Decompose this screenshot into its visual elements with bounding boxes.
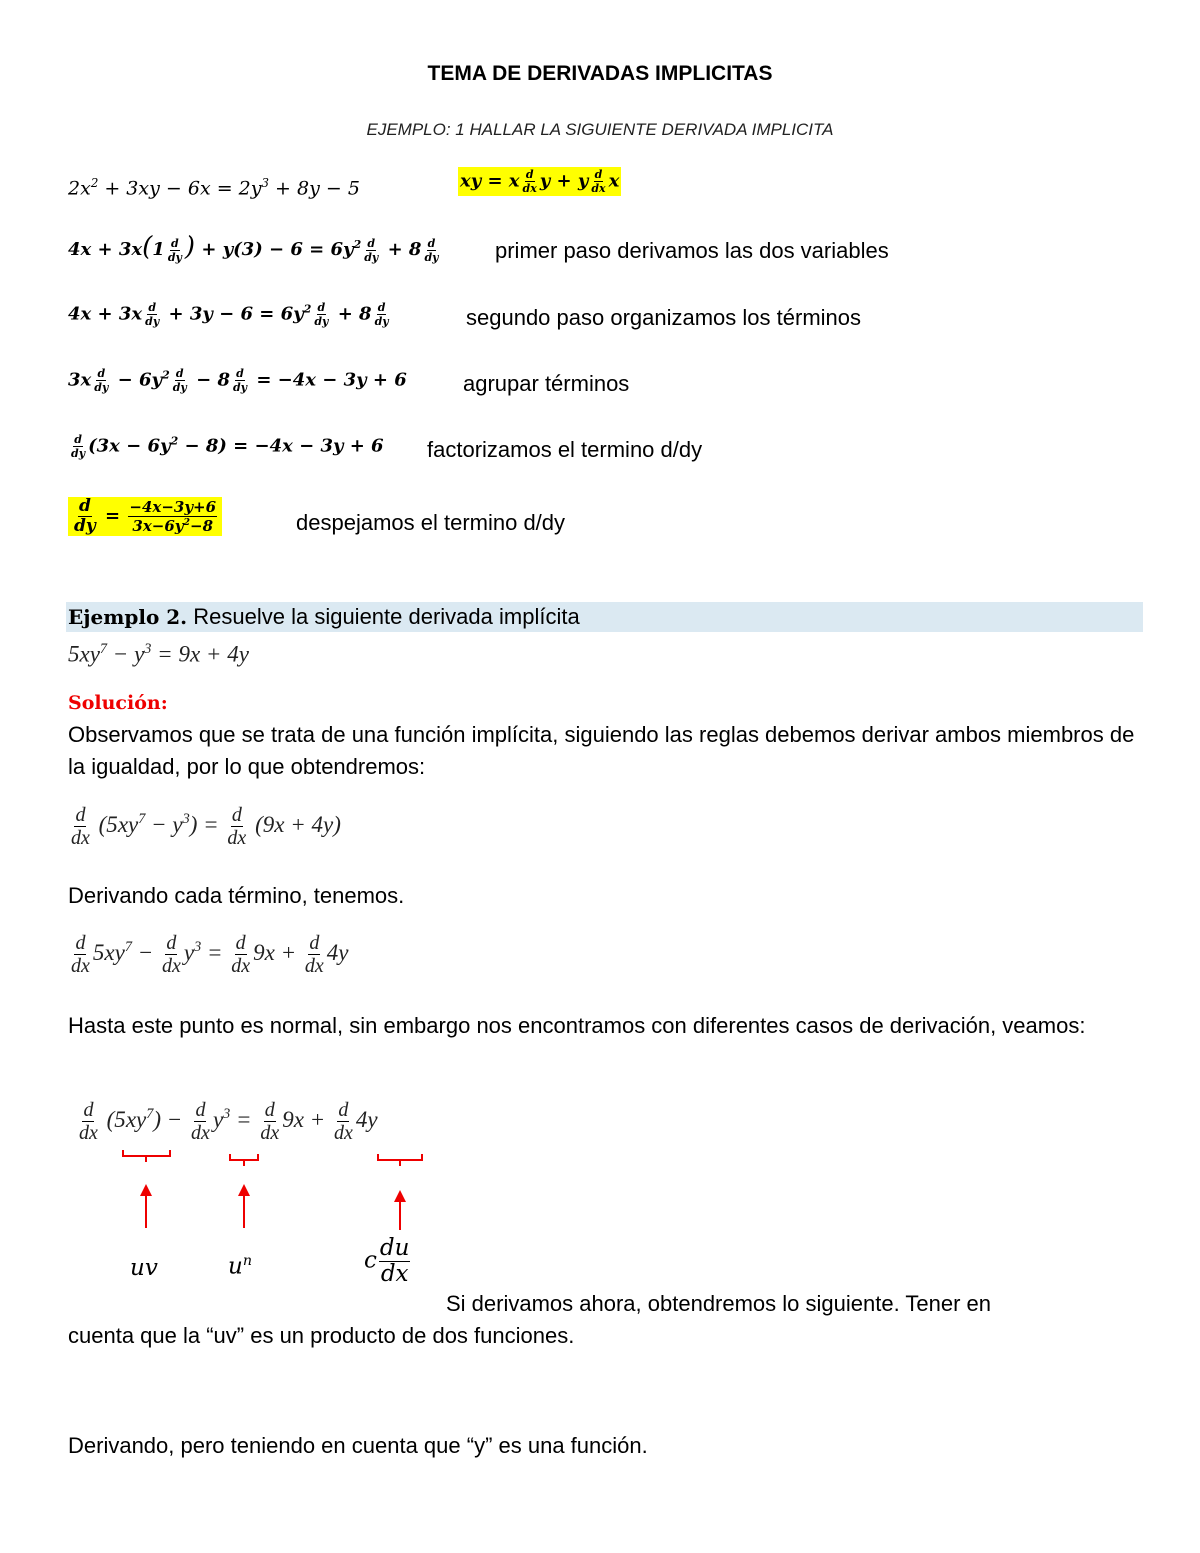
label-uv: uv	[130, 1255, 158, 1281]
page-title: TEMA DE DERIVADAS IMPLICITAS	[427, 62, 773, 85]
example-1-subtitle: EJEMPLO: 1 HALLAR LA SIGUIENTE DERIVADA IMPLICITA	[366, 120, 834, 139]
result-highlight: $\frac{d}{dy}$ = $\frac{-4x-3y+6}{3x-6y^2-8}$	[68, 497, 222, 536]
product-rule-highlight: xy = x $\frac{d}{dx}$ y + y $\frac{d}{dx}$ x	[460, 168, 620, 195]
step-2-label: segundo paso organizamos los términos	[466, 305, 862, 330]
brace-cdu	[378, 1154, 422, 1166]
label-c-du-dx	[364, 1237, 412, 1286]
example-2-equation: $5xy^7 - y^3 = 9x + 4y$	[68, 641, 249, 667]
step-5-label: despejamos el termino d/dy	[296, 510, 566, 535]
equation-5: $\frac{d}{dy}$ $(3x - 6y^2 - 8) = -4x - 3y + 6$	[71, 433, 384, 460]
solution-label: Solución:	[68, 692, 168, 714]
step-4-label: factorizamos el termino d/dy	[427, 437, 703, 462]
arrow-head-un	[238, 1184, 250, 1196]
paragraph-2: Derivando cada término, tenemos.	[68, 883, 405, 908]
paragraph-4b: cuenta que la “uv” es un producto de dos funciones.	[68, 1323, 575, 1348]
equation-4: 3x $\frac{d}{dy}$ − $6y^2$ $\frac{d}{dy}$ − 8 $\frac{d}{dy}$ = −4x − 3y + 6	[68, 367, 407, 394]
derivative-each-term: $\frac{d}{dx}$ $5xy^7$ − $\frac{d}{dx}$ $y^3$ = $\frac{d}{dx}$ 9x + $\frac{d}{dx}$ 4y	[71, 932, 349, 977]
paragraph-5: Derivando, pero teniendo en cuenta que “y” es una función.	[68, 1433, 648, 1458]
equation-3: 4x + 3x $\frac{d}{dy}$ + $3y - 6 = 6y^2$ $\frac{d}{dy}$ + 8 $\frac{d}{dy}$	[68, 301, 389, 328]
equation-2: 4x + 3x(1 $\frac{d}{dy}$ ) + $y(3) - 6 = 6y^2$ $\frac{d}{dy}$ + 8 $\frac{d}{dy}$	[68, 232, 439, 264]
step-3-label: agrupar términos	[463, 371, 630, 396]
label-du: du	[379, 1235, 410, 1261]
label-u: u	[228, 1253, 243, 1280]
label-c: c	[364, 1247, 377, 1274]
arrow-head-cdu	[394, 1190, 406, 1202]
red-braces-arrows	[0, 1140, 500, 1240]
example-2-heading-text: Resuelve la siguiente derivada implícita	[187, 604, 580, 629]
brace-un	[230, 1154, 258, 1166]
arrow-head-uv	[140, 1184, 152, 1196]
derivative-cases-equation: $\frac{d}{dx}$ $(5xy^7)$ − $\frac{d}{dx}$ $y^3$ = $\frac{d}{dx}$ 9x + $\frac{d}{dx}$ 4y	[79, 1099, 378, 1144]
example-2-heading-bold: Ejemplo 2.	[68, 605, 188, 629]
label-n: n	[242, 1253, 253, 1269]
paragraph-4a: Si derivamos ahora, obtendremos lo siguiente. Tener en	[446, 1291, 992, 1316]
paragraph-3: Hasta este punto es normal, sin embargo nos encontramos con diferentes casos de derivación, veamos:	[68, 1013, 1086, 1038]
equation-1: $2x^2 + 3xy - 6x = 2y^3 + 8y - 5$	[68, 176, 360, 200]
label-un	[228, 1253, 252, 1280]
derivative-both-sides: $\frac{d}{dx}$ $(5xy^7 - y^3)$ = $\frac{d}{dx}$ (9x + 4y)	[71, 804, 341, 849]
step-1-label: primer paso derivamos las dos variables	[495, 238, 889, 263]
example-2-heading	[68, 604, 580, 630]
paragraph-1: Observamos que se trata de una función implícita, siguiendo las reglas debemos derivar ambos miembros de la igualdad, por lo que obtendremos:	[68, 722, 1135, 779]
label-dx: dx	[380, 1261, 409, 1287]
brace-uv	[123, 1150, 170, 1162]
